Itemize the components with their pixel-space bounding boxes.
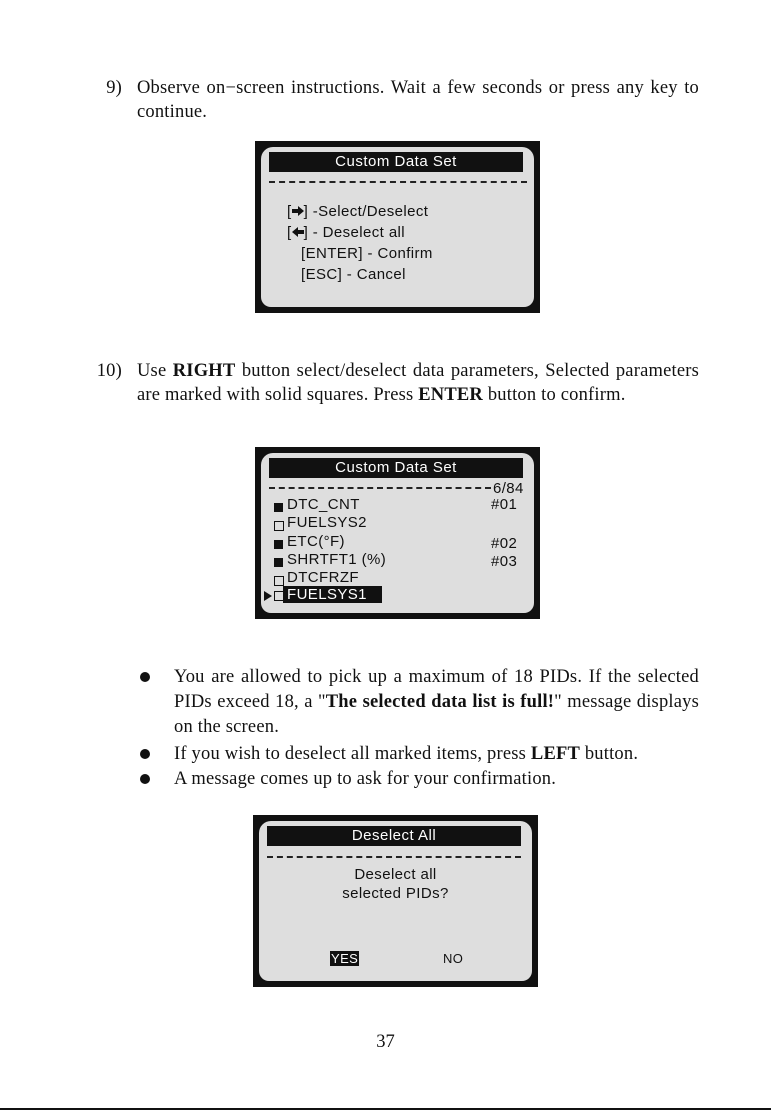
step-text: Observe on−screen instructions. Wait a few seconds or press any key to continue. [137,78,699,122]
yes-button[interactable]: YES [331,951,359,966]
instruction-deselect-all: [ ] - Deselect all [287,224,406,241]
step-number: 10) [96,361,122,381]
checkbox-empty [274,521,284,531]
instruction-cancel: [ESC] - Cancel [301,266,406,283]
message-line-2: selected PIDs? [342,885,449,902]
item-index: #01 [491,496,518,513]
bullet-icon [140,672,150,682]
instruction-select: [ ] -Select/Deselect [287,203,429,220]
screen-title: Deselect All [267,826,521,846]
cursor-arrow-icon [264,591,272,601]
footer-rule [0,1108,771,1110]
divider [269,487,491,489]
screen-title: Custom Data Set [269,458,523,478]
custom-data-set-list-screen: Custom Data Set 6/84 DTC_CNT #01 FUELSYS2 ETC(°F) #02 SHRTFT1 (%) #03 DTCFRZF FUELSYS1 [255,447,540,619]
divider [267,856,521,858]
item-index: #02 [491,535,518,552]
item-counter: 6/84 [493,480,524,497]
checkbox-filled [274,503,283,512]
bullet-icon [140,749,150,759]
checkbox-filled [274,540,283,549]
instruction-confirm: [ENTER] - Confirm [301,245,433,262]
left-arrow-icon: [ ] [287,224,309,241]
screen-title: Custom Data Set [269,152,523,172]
bullet-icon [140,774,150,784]
step-number: 9) [106,78,122,98]
checkbox-empty [274,576,284,586]
no-button[interactable]: NO [443,951,464,966]
checkbox-filled [274,558,283,567]
page-number: 37 [376,1032,395,1052]
right-arrow-icon: [ ] [287,203,309,220]
step-text: Use RIGHT button select/deselect data parameters, Selected parameters are marked with solid squares. Press ENTER button to confirm. [137,361,699,405]
message-line-1: Deselect all [354,866,437,883]
item-index: #03 [491,553,518,570]
custom-data-set-instructions-screen [255,141,540,313]
deselect-all-screen [253,815,538,987]
divider [269,181,527,183]
